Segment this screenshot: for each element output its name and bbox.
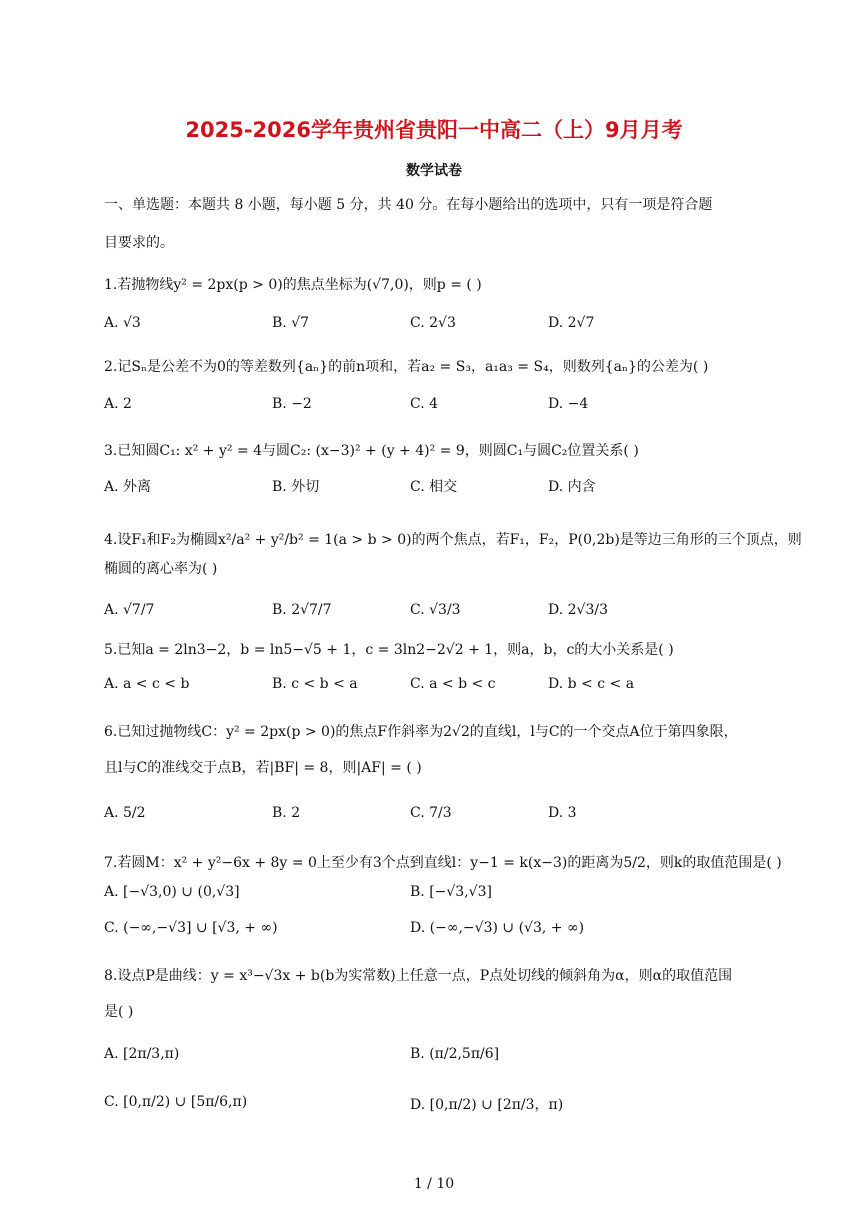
- option-c: C. [0,π/2) ∪ [5π/6,π): [104, 1094, 248, 1110]
- section-heading-cont: 目要求的。: [104, 235, 174, 251]
- option-a: A. [2π/3,π): [104, 1046, 180, 1062]
- question-2-options: [104, 396, 764, 422]
- question-3-options: [104, 476, 764, 502]
- option-a: A. 5/2: [104, 805, 146, 821]
- question-8-options-row1: [104, 1046, 764, 1072]
- option-d: D. [0,π/2) ∪ [2π/3，π): [410, 1097, 564, 1113]
- question-8-stem-cont: 是( ): [104, 1004, 134, 1020]
- question-6-stem: 6.已知过抛物线C：y² = 2px(p > 0)的焦点F作斜率为2√2的直线l，l与C的一个交点A位于第四象限，: [104, 724, 738, 740]
- option-b: B. √7: [272, 315, 310, 331]
- question-4-options: [104, 602, 764, 628]
- question-6-stem-cont: 且l与C的准线交于点B，若|BF| = 8，则|AF| = ( ): [104, 760, 422, 776]
- question-2-stem: 2.记Sₙ是公差不为0的等差数列{aₙ}的前n项和，若a₂ = S₃，a₁a₃ = S₄，则数列{aₙ}的公差为( ): [104, 359, 709, 375]
- option-c: C. 4: [410, 396, 439, 412]
- option-d: D. −4: [548, 396, 589, 412]
- option-a: A. 2: [104, 396, 132, 412]
- option-d: D. b < c < a: [548, 676, 635, 692]
- option-a: A. 外离: [104, 479, 152, 495]
- option-c: C. 7/3: [410, 805, 452, 821]
- option-a: A. √7/7: [104, 602, 155, 618]
- question-4-stem-cont: 椭圆的离心率为( ): [104, 561, 218, 577]
- question-3-stem: 3.已知圆C₁: x² + y² = 4与圆C₂: (x−3)² + (y + 4)² = 9，则圆C₁与圆C₂位置关系( ): [104, 443, 639, 459]
- option-b: B. (π/2,5π/6]: [410, 1046, 500, 1062]
- exam-title: 2025-2026学年贵州省贵阳一中高二（上）9月月考: [185, 118, 683, 142]
- option-b: B. c < b < a: [272, 676, 358, 692]
- option-d: D. 内含: [548, 479, 596, 495]
- page-number: 1 / 10: [413, 1176, 455, 1192]
- option-d: D. (−∞,−√3) ∪ (√3, + ∞): [410, 920, 585, 936]
- option-a: A. a < c < b: [104, 676, 190, 692]
- question-7-stem: 7.若圆M：x² + y²−6x + 8y = 0上至少有3个点到直线l：y−1 = k(x−3)的距离为5/2，则k的取值范围是( ): [104, 855, 782, 871]
- option-a: A. [−√3,0) ∪ (0,√3]: [104, 884, 240, 900]
- question-4-stem: 4.设F₁和F₂为椭圆x²/a² + y²/b² = 1(a > b > 0)的两个焦点，若F₁，F₂，P(0,2b)是等边三角形的三个顶点，则: [104, 532, 802, 548]
- option-b: B. [−√3,√3]: [410, 884, 492, 900]
- section-heading: 一、单选题：本题共 8 小题，每小题 5 分，共 40 分。在每小题给出的选项中，只有一项是符合题: [104, 197, 713, 213]
- option-c: C. √3/3: [410, 602, 461, 618]
- option-b: B. 2√7/7: [272, 602, 332, 618]
- exam-subtitle: 数学试卷: [406, 163, 462, 179]
- question-1-stem: 1.若抛物线y² = 2px(p > 0)的焦点坐标为(√7,0)，则p = ( ): [104, 277, 482, 293]
- option-a: A. √3: [104, 315, 141, 331]
- option-d: D. 2√3/3: [548, 602, 608, 618]
- option-c: C. 2√3: [410, 315, 456, 331]
- question-8-options-row2: [104, 1094, 764, 1120]
- question-5-stem: 5.已知a = 2ln3−2，b = ln5−√5 + 1，c = 3ln2−2√2 + 1，则a，b，c的大小关系是( ): [104, 642, 674, 658]
- option-c: C. (−∞,−√3] ∪ [√3, + ∞): [104, 920, 278, 936]
- option-b: B. 外切: [272, 479, 320, 495]
- question-7-options-row2: [104, 920, 764, 946]
- option-b: B. −2: [272, 396, 312, 412]
- question-1-options: [104, 315, 764, 341]
- option-d: D. 3: [548, 805, 577, 821]
- question-8-stem: 8.设点P是曲线：y = x³−√3x + b(b为实常数)上任意一点，P点处切线的倾斜角为α，则α的取值范围: [104, 968, 733, 984]
- question-5-options: [104, 676, 764, 702]
- option-c: C. 相交: [410, 479, 458, 495]
- option-c: C. a < b < c: [410, 676, 496, 692]
- question-7-options-row1: [104, 884, 764, 910]
- question-6-options: [104, 805, 764, 831]
- option-b: B. 2: [272, 805, 301, 821]
- option-d: D. 2√7: [548, 315, 595, 331]
